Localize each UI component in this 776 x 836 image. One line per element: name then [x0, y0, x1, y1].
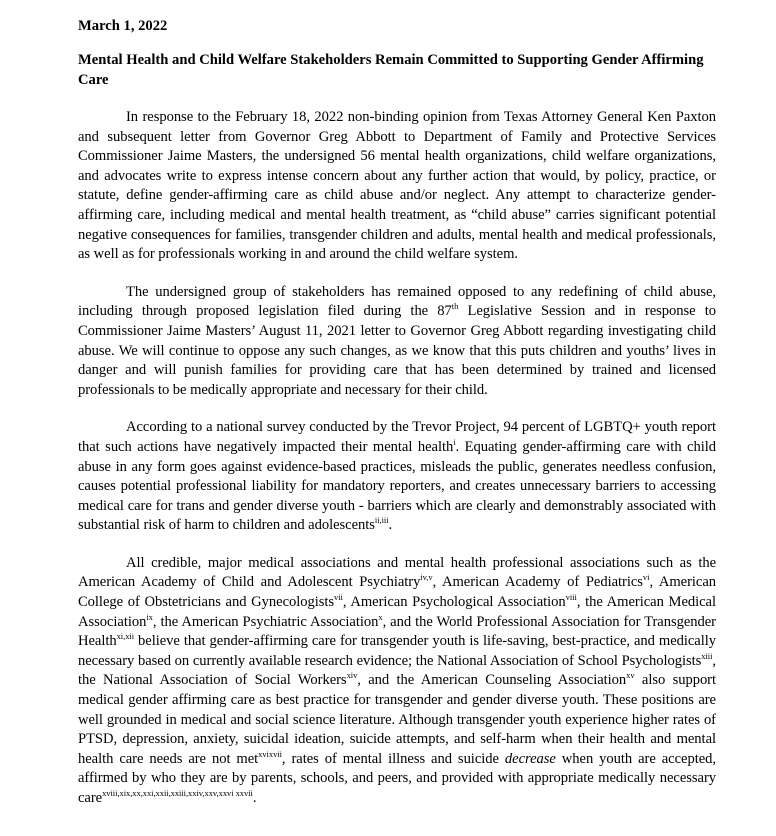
- footnote-ref: xvixvii: [258, 748, 282, 759]
- p4-text: , American Psychological Association: [342, 594, 566, 611]
- footnote-ref: xviii,xix,xx,xxi,xxii,xxiii,xxiv,xxv,xxvi xxvii: [102, 788, 253, 798]
- paragraph-2: [78, 283, 716, 401]
- p4-text: , rates of mental illness and suicide: [281, 750, 505, 767]
- p3-text-3: .: [388, 517, 393, 534]
- p4-text: also support medical gender affirming care as best practice for transgender and gender diverse youth. These positions are well grounded in medical and social science literature. Although transgender youth experience higher rates of PTSD, depression, anxiety, suicidal ideation, suicide attempts, and self-harm when their health and mental health care needs are not met: [78, 672, 716, 767]
- p4-text: , the American Medical Association: [78, 594, 716, 630]
- p4-text: , and the American Counseling Association: [357, 672, 627, 689]
- p4-text: , the National Association of Social Workers: [78, 652, 716, 689]
- paragraph-3: [78, 418, 716, 536]
- footnote-ref: ix: [146, 611, 153, 622]
- p3-text-1: According to a national survey conducted by the Trevor Project, 94 percent of LGBTQ+ youth report that such actions have negatively impacted their mental health: [78, 419, 716, 455]
- p4-text: All credible, major medical associations and mental health professional associations such as the American Academy of Child and Adolescent Psychiatry: [78, 554, 716, 591]
- p2-text-2: Legislative Session and in response to Commissioner Jaime Masters’ August 11, 2021 letter to Governor Greg Abbott regarding investigating child abuse. We will continue to oppose any such changes, as we know that this puts children and youths’ lives in danger and will punish families for providing care that has been determined by trained and licensed professionals to be medically appropriate and necessary for their child.: [78, 303, 717, 398]
- p4-text: , American College of Obstetricians and Gynecologists: [78, 574, 717, 611]
- p3-text-2: . Equating gender-affirming care with child abuse in any form goes against evidence-based practices, misleads the public, generates needless confusion, causes potential professional liability for mandatory reporters, and creates unnecessary barriers to accessing medical care for trans and gender diverse youth - barriers which are clearly and demonstrably associated with substantial risk of harm to children and adolescents: [78, 438, 716, 534]
- paragraph-1: [78, 108, 716, 265]
- footnote-ref: i: [453, 436, 456, 447]
- footnote-ref: x: [378, 611, 383, 622]
- p4-text: , the American Psychiatric Association: [152, 613, 379, 630]
- paragraph-4: [78, 554, 716, 809]
- footnote-ref: ii,iii: [374, 515, 389, 526]
- p4-text: , and the World Professional Association for Transgender Health: [78, 613, 716, 650]
- footnote-ref: vi: [642, 572, 650, 583]
- paragraph-1-text: In response to the February 18, 2022 non-binding opinion from Texas Attorney General Ken Paxton and subsequent letter from Governor Greg Abbott to Department of Family and Protective Services Commissioner Jaime Masters, the undersigned 56 mental health organizations, child welfare organizations, and advocates write to express intense concern about any further action that would, by policy, practice, or statute, define gender-affirming care as child abuse and/or neglect. Any attempt to characterize gender-affirming care, including medical and mental health treatment, as “child abuse” carries significant potential negative consequences for families, transgender children and adults, mental health and medical professionals, as well as for professionals working in and around the child welfare system.: [78, 109, 716, 263]
- ordinal-superscript: th: [451, 301, 459, 312]
- footnote-ref: viii: [565, 592, 577, 603]
- p4-text: when youth are accepted, affirmed by who they are by parents, schools, and peers, and provided with appropriate medically necessary care: [78, 750, 716, 806]
- document-date: March 1, 2022: [78, 18, 168, 34]
- p4-text: believe that gender-affirming care for transgender youth is life-saving, best-practice, and medically necessary based on currently available research evidence; the National Association of School Psychologists: [78, 633, 716, 669]
- footnote-ref: xiii: [701, 650, 713, 661]
- footnote-ref: xi,xii: [116, 631, 135, 642]
- footnote-ref: iv,v: [420, 572, 433, 583]
- footnote-ref: vii: [334, 592, 343, 603]
- document-title: Mental Health and Child Welfare Stakeholders Remain Committed to Supporting Gender Affirming Care: [78, 52, 704, 88]
- p4-text: , American Academy of Pediatrics: [432, 574, 643, 591]
- p4-text: .: [252, 790, 257, 806]
- footnote-ref: xiv: [346, 670, 358, 681]
- p2-text-1: The undersigned group of stakeholders has remained opposed to any redefining of child abuse, including through proposed legislation filed during the 87: [78, 283, 716, 320]
- footnote-ref: xv: [626, 670, 635, 681]
- emphasis-text: decrease: [504, 750, 556, 767]
